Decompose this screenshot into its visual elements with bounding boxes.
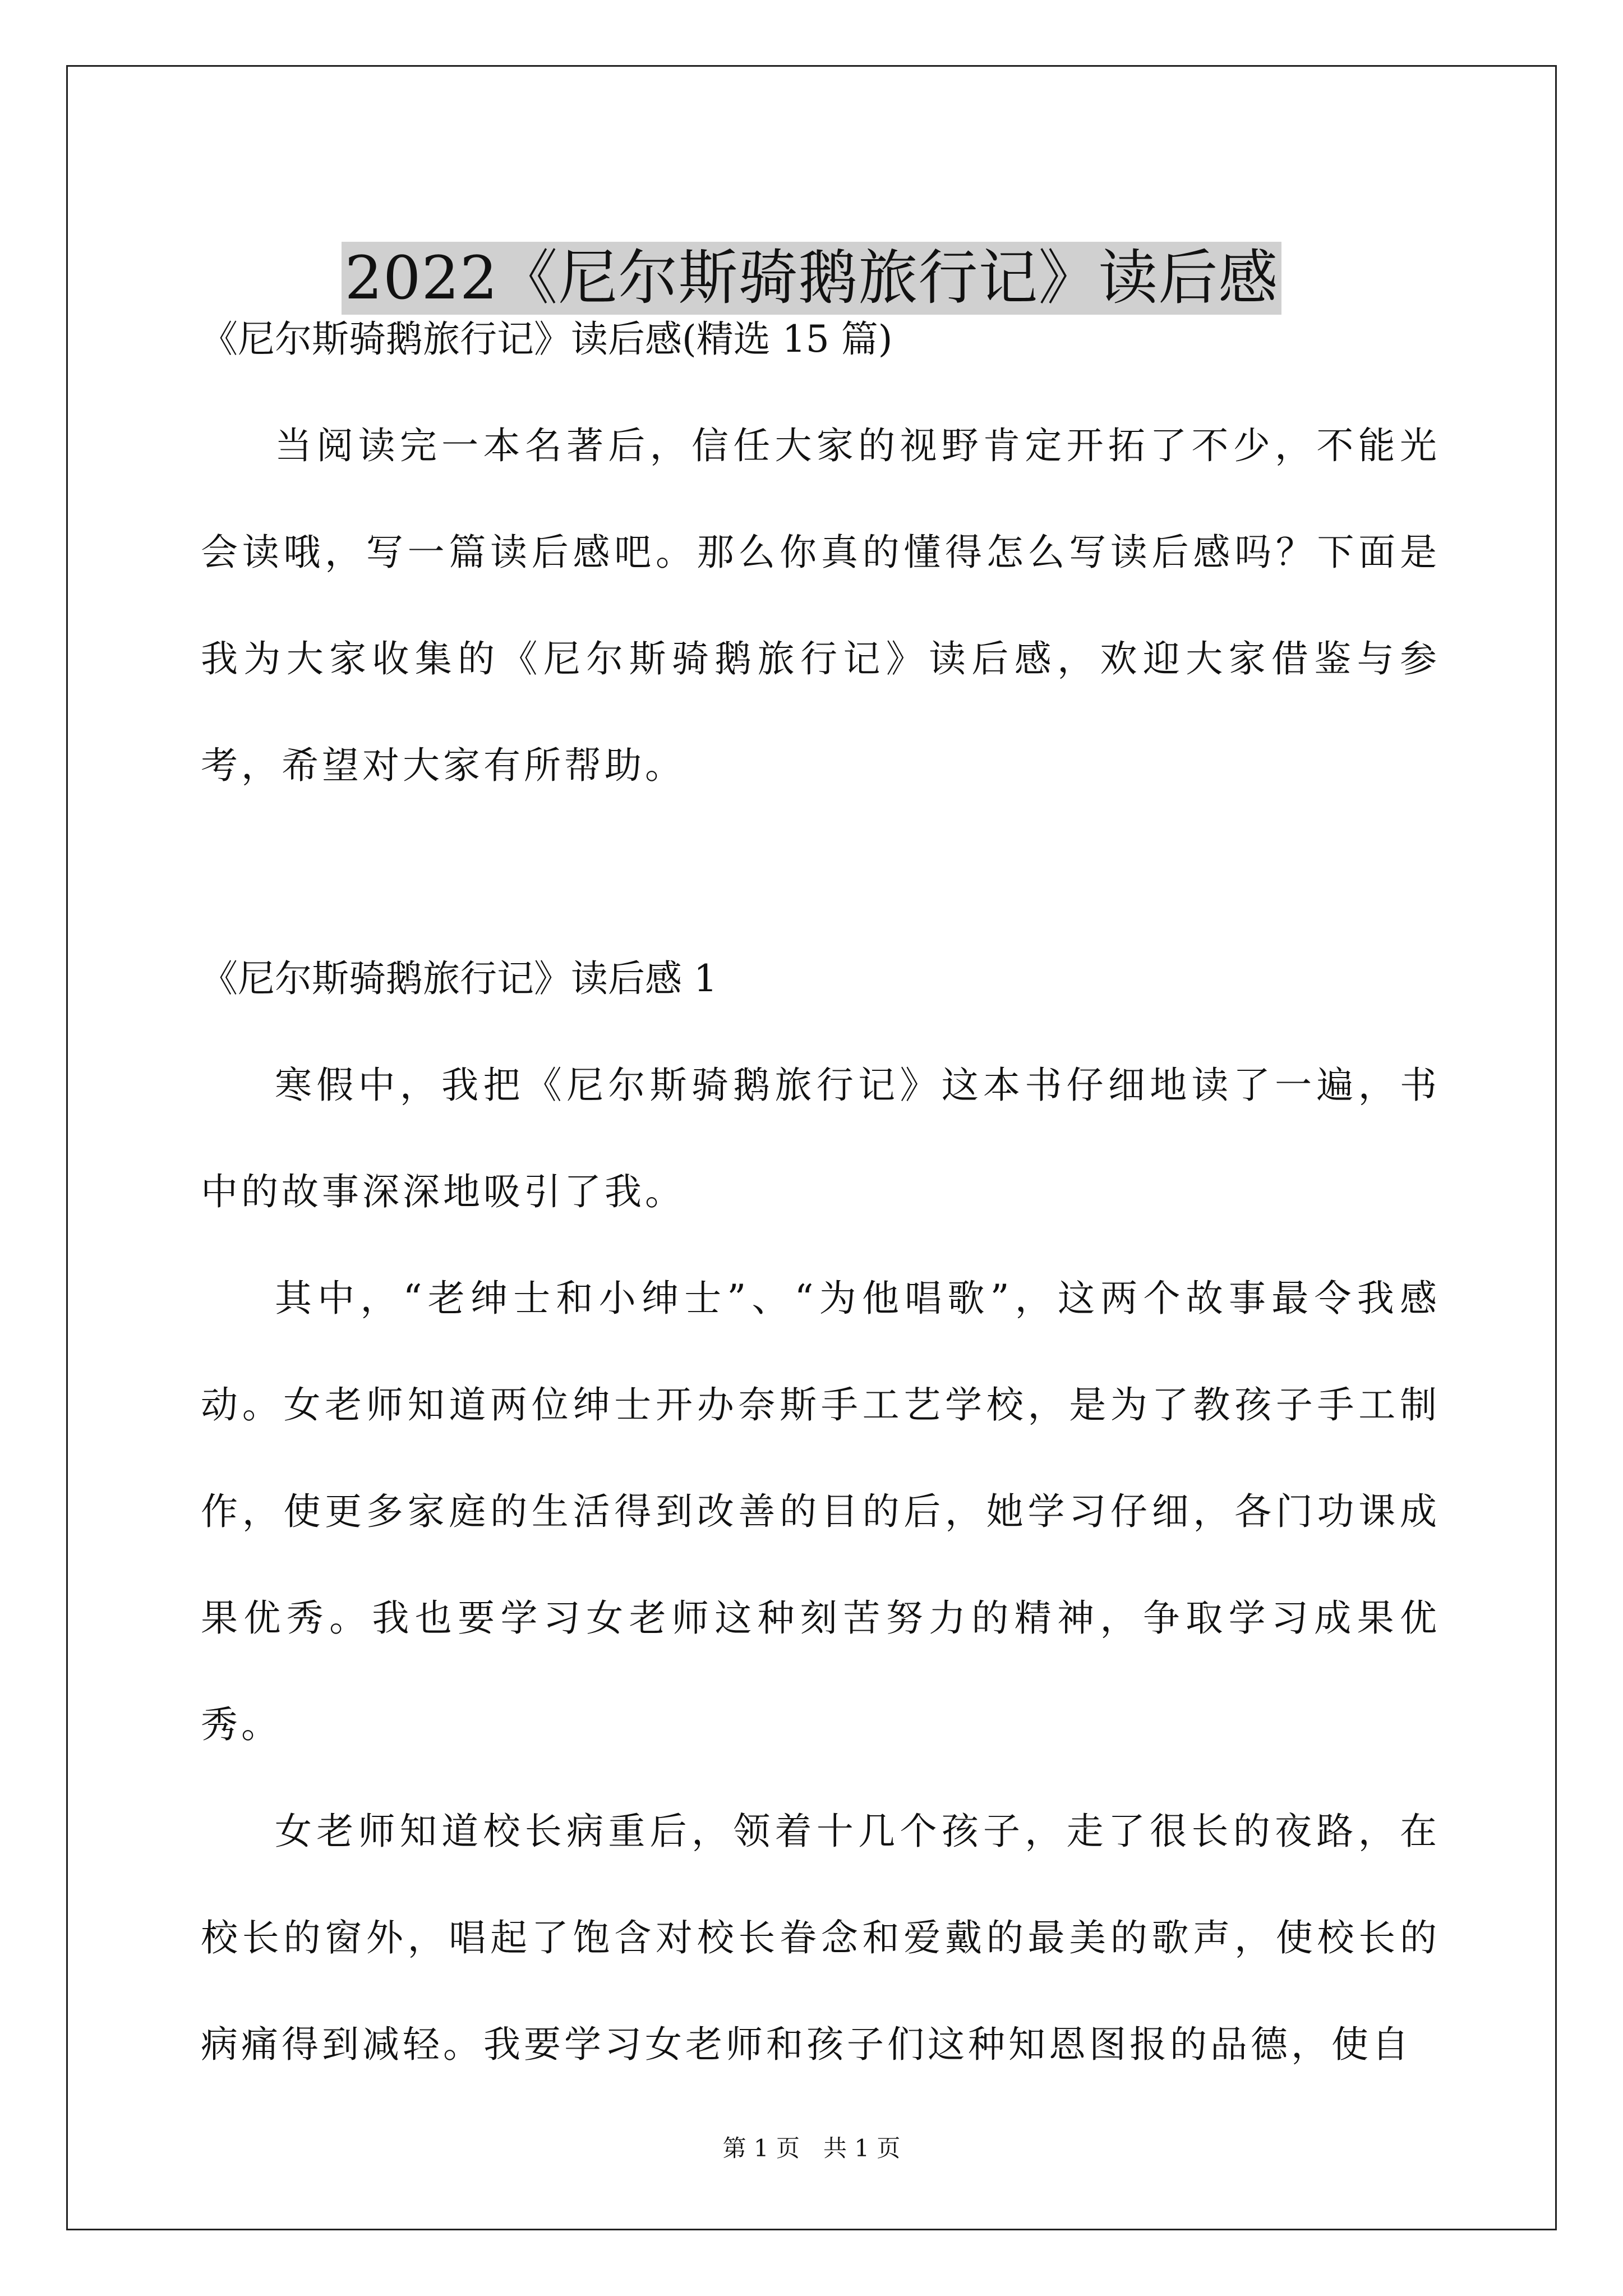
body-paragraph-3: 女老师知道校长病重后，领着十几个孩子，走了很长的夜路，在校长的窗外，唱起了饱含对校长眷念和爱戴的最美的歌声，使校长的病痛得到减轻。我要学习女老师和孩子们这种知恩图报的品德，使自 <box>201 1810 1440 2066</box>
document-body <box>201 314 1440 2098</box>
body-paragraph-1: 寒假中，我把《尼尔斯骑鹅旅行记》这本书仔细地读了一遍，书中的故事深深地吸引了我。 <box>201 1064 1440 1213</box>
intro-paragraph: 当阅读完一本名著后，信任大家的视野肯定开拓了不少，不能光会读哦，写一篇读后感吧。那么你真的懂得怎么写读后感吗？下面是我为大家收集的《尼尔斯骑鹅旅行记》读后感，欢迎大家借鉴与参考，希望对大家有所帮助。 <box>201 424 1440 787</box>
body-paragraph-2: 其中，“老绅士和小绅士”、“为他唱歌”，这两个故事最令我感动。女老师知道两位绅士开办奈斯手工艺学校，是为了教孩子手工制作，使更多家庭的生活得到改善的目的后，她学习仔细，各门功课成果优秀。我也要学习女老师这种刻苦努力的精神，争取学习成果优秀。 <box>201 1277 1440 1746</box>
section-heading: 《尼尔斯骑鹅旅行记》读后感 1 <box>201 957 717 1000</box>
document-subtitle: 《尼尔斯骑鹅旅行记》读后感(精选 15 篇) <box>201 318 893 361</box>
section-spacer <box>201 819 1440 926</box>
page-footer: 第 1 页 共 1 页 <box>722 2134 901 2162</box>
document-title: 2022《尼尔斯骑鹅旅行记》读后感 <box>342 242 1282 315</box>
